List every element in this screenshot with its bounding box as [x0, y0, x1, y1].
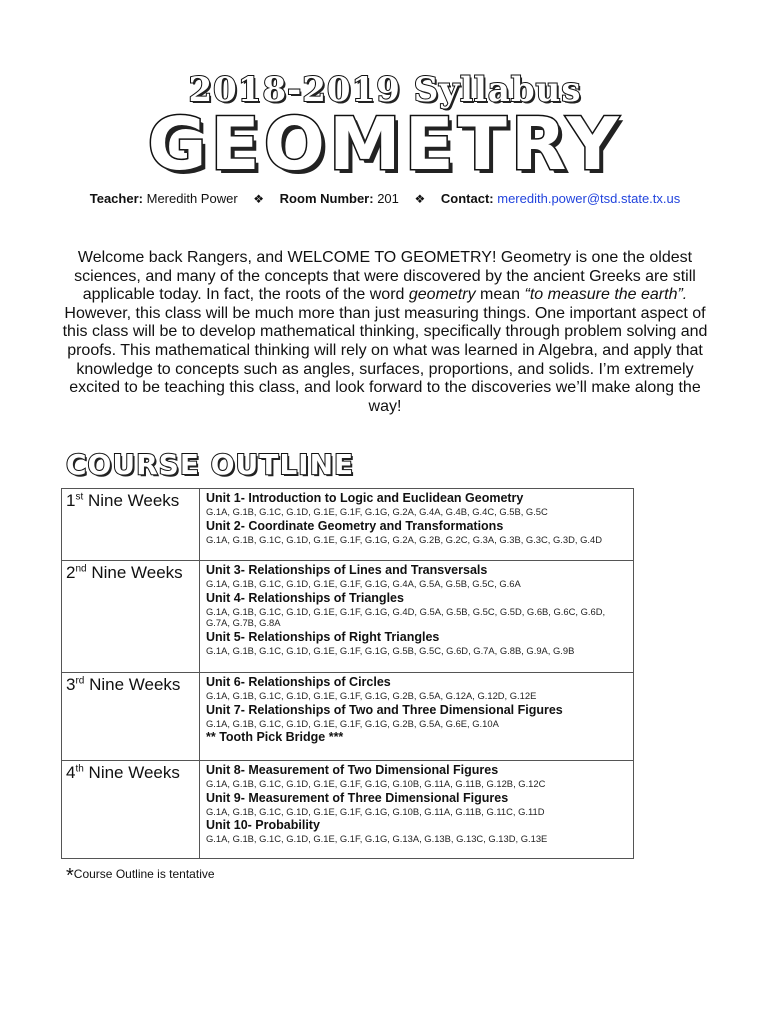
- unit-title: ** Tooth Pick Bridge ***: [206, 730, 344, 744]
- grading-period-cell: [62, 489, 200, 561]
- period-label: Nine Weeks: [83, 491, 180, 510]
- grading-period-cell: [62, 561, 200, 673]
- teacher-name: Meredith Power: [146, 191, 238, 206]
- period-ordinal-suffix: th: [75, 763, 84, 775]
- outline-row: [62, 673, 634, 761]
- unit-standards: G.1A, G.1B, G.1C, G.1D, G.1E, G.1F, G.1G, G.4A, G.5A, G.5B, G.5C, G.6A: [206, 578, 521, 589]
- unit-standards: G.1A, G.1B, G.1C, G.1D, G.1E, G.1F, G.1G, G.5B, G.5C, G.6D, G.7A, G.8B, G.9A, G.9B: [206, 644, 575, 656]
- welcome-paragraph: [62, 249, 708, 416]
- unit-title: Unit 4- Relationships of Triangles: [206, 590, 404, 605]
- intro-text-2: mean: [475, 286, 525, 304]
- diamond-bullet-icon: ❖: [253, 192, 265, 206]
- unit-standards: G.1A, G.1B, G.1C, G.1D, G.1E, G.1F, G.1G, G.4D, G.5A, G.5B, G.5C, G.5D, G.6B, G.6C, G.6D, G.7A, G.7B, G.8A: [206, 605, 606, 628]
- outline-row: [62, 761, 634, 859]
- unit-title: Unit 6- Relationships of Circles: [206, 675, 391, 689]
- intro-text-1: Welcome back Rangers, and WELCOME TO GEOMETRY! Geometry is one the oldest sciences, and many of the concepts that were discovered by the ancient Greeks are still applicable today. In fact, the roots of the word: [74, 249, 696, 304]
- unit-standards: G.1A, G.1B, G.1C, G.1D, G.1E, G.1F, G.1G, G.2A, G.4A, G.4B, G.4C, G.5B, G.5C: [206, 506, 548, 517]
- asterisk-icon: *: [66, 865, 74, 887]
- teacher-info-line: [0, 191, 770, 206]
- unit-standards: G.1A, G.1B, G.1C, G.1D, G.1E, G.1F, G.1G, G.10B, G.11A, G.11B, G.12B, G.12C: [206, 778, 546, 789]
- contact-email-link[interactable]: meredith.power@tsd.state.tx.us: [497, 191, 681, 206]
- room-number: 201: [377, 191, 399, 206]
- intro-word-geometry: geometry: [408, 286, 476, 304]
- diamond-bullet-icon: ❖: [414, 192, 426, 206]
- period-label: Nine Weeks: [86, 563, 183, 582]
- unit-title: Unit 10- Probability: [206, 818, 320, 832]
- outline-row: [62, 489, 634, 561]
- period-number: 1: [66, 491, 76, 510]
- tentative-note-text: Course Outline is tentative: [73, 867, 215, 881]
- teacher-label: Teacher:: [89, 191, 143, 206]
- intro-quote: “to measure the earth”.: [524, 286, 688, 304]
- unit-title: Unit 1- Introduction to Logic and Euclidean Geometry: [206, 491, 524, 505]
- unit-title: Unit 8- Measurement of Two Dimensional Figures: [206, 763, 499, 777]
- units-cell: [200, 673, 634, 761]
- course-title: GEOMETRY: [147, 102, 623, 186]
- course-outline-table: [61, 488, 634, 859]
- unit-standards: G.1A, G.1B, G.1C, G.1D, G.1E, G.1F, G.1G, G.2A, G.2B, G.2C, G.3A, G.3B, G.3C, G.3D, G.4D: [206, 533, 602, 545]
- intro-text-3: However, this class will be much more than just measuring things. One important aspect of this class will be to develop mathematical thinking, specifically through problem solving and proofs. This mathematical thinking will rely on what was learned in Algebra, and apply that knowledge to concepts such as angles, surfaces, proportions, and solids. I’m extremely excited to be teaching this class, and look forward to the discoveries we’ll make along the way!: [62, 304, 708, 415]
- course-outline-heading: COURSE OUTLINE: [66, 448, 355, 481]
- period-ordinal-suffix: nd: [75, 563, 87, 575]
- contact-label: Contact:: [440, 191, 494, 206]
- unit-title: Unit 2- Coordinate Geometry and Transformations: [206, 518, 504, 533]
- period-number: 3: [66, 675, 76, 694]
- unit-standards: G.1A, G.1B, G.1C, G.1D, G.1E, G.1F, G.1G, G.2B, G.5A, G.6E, G.10A: [206, 717, 499, 729]
- tentative-note: [66, 865, 215, 888]
- unit-title: Unit 7- Relationships of Two and Three Dimensional Figures: [206, 702, 563, 717]
- period-label: Nine Weeks: [84, 675, 181, 694]
- unit-standards: G.1A, G.1B, G.1C, G.1D, G.1E, G.1F, G.1G, G.2B, G.5A, G.12A, G.12D, G.12E: [206, 690, 537, 701]
- period-label: Nine Weeks: [83, 763, 180, 782]
- unit-title: Unit 9- Measurement of Three Dimensional Figures: [206, 790, 509, 805]
- unit-title: Unit 5- Relationships of Right Triangles: [206, 629, 440, 644]
- unit-title: Unit 3- Relationships of Lines and Transversals: [206, 563, 488, 577]
- period-number: 4: [66, 763, 76, 782]
- outline-row: [62, 561, 634, 673]
- grading-period-cell: [62, 761, 200, 859]
- unit-standards: G.1A, G.1B, G.1C, G.1D, G.1E, G.1F, G.1G, G.13A, G.13B, G.13C, G.13D, G.13E: [206, 833, 548, 844]
- grading-period-cell: [62, 673, 200, 761]
- period-ordinal-suffix: rd: [75, 675, 85, 687]
- units-cell: [200, 561, 634, 673]
- period-ordinal-suffix: st: [75, 491, 84, 503]
- syllabus-year-title: 2018-2019 Syllabus: [188, 70, 582, 110]
- unit-standards: G.1A, G.1B, G.1C, G.1D, G.1E, G.1F, G.1G, G.10B, G.11A, G.11B, G.11C, G.11D: [206, 805, 545, 817]
- units-cell: [200, 761, 634, 859]
- period-number: 2: [66, 563, 76, 582]
- units-cell: [200, 489, 634, 561]
- room-label: Room Number:: [279, 191, 374, 206]
